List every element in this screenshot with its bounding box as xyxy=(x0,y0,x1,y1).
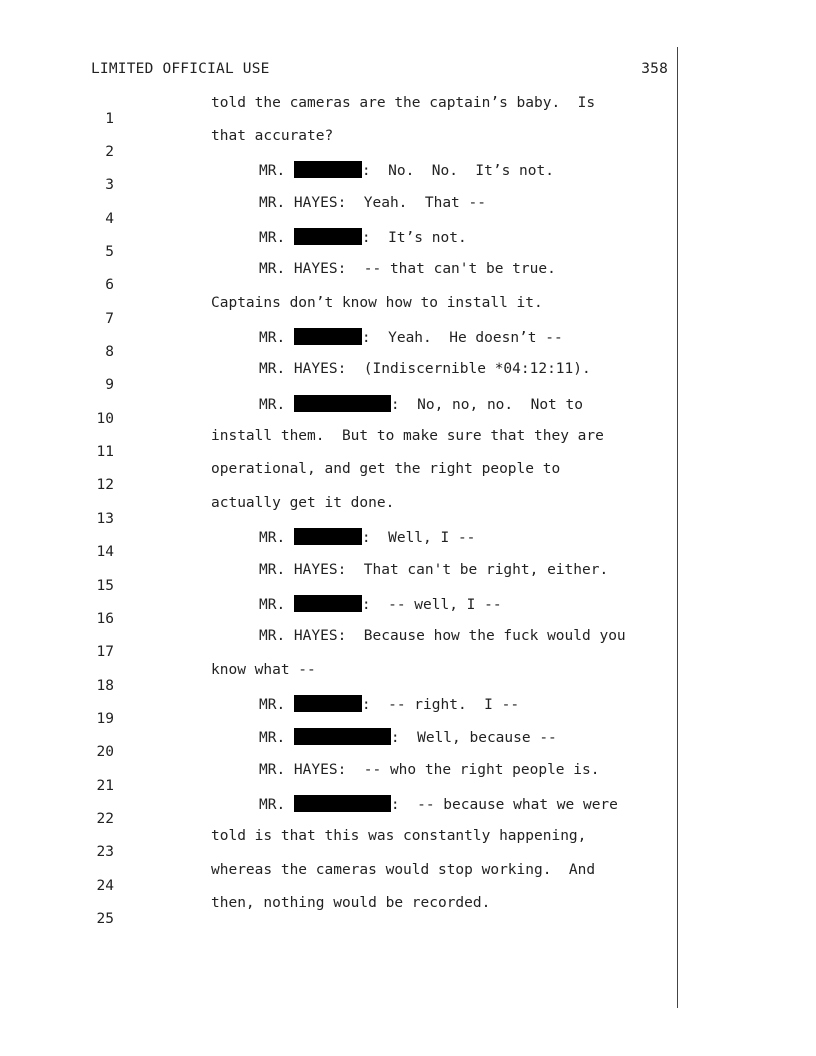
transcript-line xyxy=(0,161,676,193)
line-text: install them. But to make sure that they are xyxy=(211,428,604,444)
redaction-box xyxy=(294,328,362,345)
transcript-line xyxy=(0,95,676,127)
line-text: MR. : -- well, I -- xyxy=(259,597,502,613)
line-number: 16 xyxy=(96,611,114,627)
line-text: MR. : No. No. It’s not. xyxy=(259,163,554,179)
line-number: 19 xyxy=(96,711,114,727)
transcript-line xyxy=(0,328,676,360)
line-text: actually get it done. xyxy=(211,495,395,511)
line-text: MR. : Well, because -- xyxy=(259,730,557,746)
transcript-line xyxy=(0,762,676,794)
line-text: MR. HAYES: That can't be right, either. xyxy=(259,562,609,578)
transcript-line xyxy=(0,862,676,894)
right-margin-rule xyxy=(677,47,678,1008)
line-number: 23 xyxy=(96,844,114,860)
transcript-line xyxy=(0,495,676,527)
line-number: 17 xyxy=(96,644,114,660)
line-number: 4 xyxy=(105,211,114,227)
line-text: MR. : -- because what we were xyxy=(259,797,618,813)
transcript-line xyxy=(0,128,676,160)
transcript-line xyxy=(0,628,676,660)
transcript-line xyxy=(0,828,676,860)
line-number: 11 xyxy=(96,444,114,460)
line-number: 10 xyxy=(96,411,114,427)
line-number: 14 xyxy=(96,544,114,560)
transcript-line xyxy=(0,662,676,694)
transcript-line xyxy=(0,528,676,560)
line-text: MR. : No, no, no. Not to xyxy=(259,397,583,413)
line-text: Captains don’t know how to install it. xyxy=(211,295,543,311)
line-number: 1 xyxy=(105,111,114,127)
transcript-line xyxy=(0,895,676,927)
transcript-line xyxy=(0,461,676,493)
line-number: 25 xyxy=(96,911,114,927)
line-number: 21 xyxy=(96,778,114,794)
line-text: MR. HAYES: -- that can't be true. xyxy=(259,261,556,277)
redaction-box xyxy=(294,395,391,412)
line-text: then, nothing would be recorded. xyxy=(211,895,491,911)
redaction-box xyxy=(294,695,362,712)
line-text: told the cameras are the captain’s baby. Is xyxy=(211,95,596,111)
classification-header: LIMITED OFFICIAL USE xyxy=(91,61,270,77)
line-number: 8 xyxy=(105,344,114,360)
line-text: that accurate? xyxy=(211,128,334,144)
line-text: MR. : Yeah. He doesn’t -- xyxy=(259,330,563,346)
transcript-line xyxy=(0,228,676,260)
transcript-line xyxy=(0,562,676,594)
line-text: know what -- xyxy=(211,662,316,678)
line-text: MR. : It’s not. xyxy=(259,230,467,246)
line-text: MR. : -- right. I -- xyxy=(259,697,520,713)
line-number: 6 xyxy=(105,277,114,293)
redaction-box xyxy=(294,595,362,612)
line-text: operational, and get the right people to xyxy=(211,461,561,477)
line-number: 9 xyxy=(105,377,114,393)
transcript-line xyxy=(0,361,676,393)
redaction-box xyxy=(294,228,362,245)
line-number: 24 xyxy=(96,878,114,894)
transcript-line xyxy=(0,395,676,427)
redaction-box xyxy=(294,728,391,745)
line-text: MR. : Well, I -- xyxy=(259,530,476,546)
transcript-line xyxy=(0,695,676,727)
redaction-box xyxy=(294,161,362,178)
transcript-line xyxy=(0,195,676,227)
redaction-box xyxy=(294,795,391,812)
line-number: 13 xyxy=(96,511,114,527)
line-number: 2 xyxy=(105,144,114,160)
line-text: told is that this was constantly happening, xyxy=(211,828,587,844)
line-number: 20 xyxy=(96,744,114,760)
transcript-line xyxy=(0,728,676,760)
transcript-line xyxy=(0,428,676,460)
line-number: 18 xyxy=(96,678,114,694)
redaction-box xyxy=(294,528,362,545)
transcript-line xyxy=(0,595,676,627)
line-text: whereas the cameras would stop working. And xyxy=(211,862,596,878)
line-number: 7 xyxy=(105,311,114,327)
line-number: 5 xyxy=(105,244,114,260)
line-number: 22 xyxy=(96,811,114,827)
transcript-line xyxy=(0,261,676,293)
page-number: 358 xyxy=(641,61,668,77)
transcript-line xyxy=(0,795,676,827)
line-text: MR. HAYES: Because how the fuck would you xyxy=(259,628,626,644)
line-number: 3 xyxy=(105,177,114,193)
line-text: MR. HAYES: (Indiscernible *04:12:11). xyxy=(259,361,591,377)
line-number: 15 xyxy=(96,578,114,594)
line-number: 12 xyxy=(96,477,114,493)
line-text: MR. HAYES: Yeah. That -- xyxy=(259,195,486,211)
line-text: MR. HAYES: -- who the right people is. xyxy=(259,762,600,778)
transcript-line xyxy=(0,295,676,327)
